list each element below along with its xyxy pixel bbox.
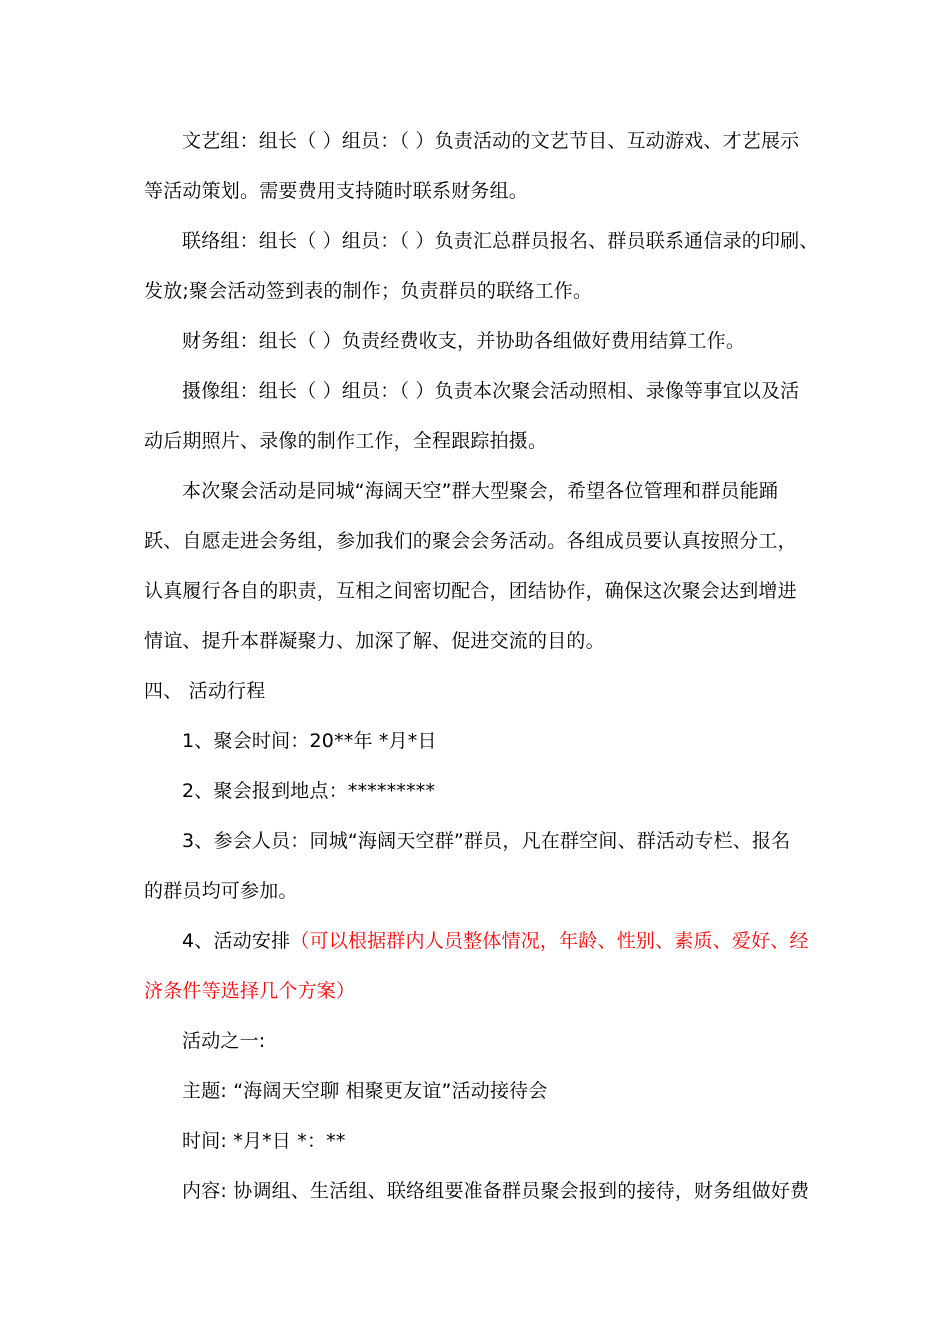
item-arrangement-note-line-2: 济条件等选择几个方案） xyxy=(144,980,356,1002)
item-arrangement-label: 4、活动安排 xyxy=(182,930,291,952)
paragraph-shexiang-line-1: 摄像组：组长（ ）组员：（ ）负责本次聚会活动照相、录像等事宜以及活 xyxy=(182,380,800,402)
paragraph-summary-line-2: 跃、自愿走进会务组，参加我们的聚会会务活动。各组成员要认真按照分工， xyxy=(144,530,797,552)
paragraph-lianluo-line-2: 发放;聚会活动签到表的制作；负责群员的联络工作。 xyxy=(144,280,593,302)
activity-one-theme: 主题: “海阔天空聊 相聚更友谊”活动接待会 xyxy=(182,1080,548,1102)
item-meeting-location: 2、聚会报到地点：********* xyxy=(182,780,436,802)
activity-one-heading: 活动之一: xyxy=(182,1030,266,1052)
activity-one-content: 内容: 协调组、生活组、联络组要准备群员聚会报到的接待，财务组做好费 xyxy=(182,1180,810,1202)
item-arrangement-line-1 xyxy=(182,929,809,953)
paragraph-shexiang-line-2: 动后期照片、录像的制作工作，全程跟踪拍摄。 xyxy=(144,430,548,452)
paragraph-summary-line-1: 本次聚会活动是同城“海阔天空”群大型聚会，希望各位管理和群员能踊 xyxy=(182,480,779,502)
item-participants-line-1: 3、参会人员：同城“海阔天空群”群员，凡在群空间、群活动专栏、报名 xyxy=(182,830,791,852)
item-arrangement-note: （可以根据群内人员整体情况，年龄、性别、素质、爱好、经 xyxy=(290,930,809,952)
paragraph-wenyi-line-1: 文艺组：组长（ ）组员：（ ）负责活动的文艺节目、互动游戏、才艺展示 xyxy=(182,130,800,152)
paragraph-caiwu-line-1: 财务组：组长（ ）负责经费收支，并协助各组做好费用结算工作。 xyxy=(182,330,746,352)
paragraph-lianluo-line-1: 联络组：组长（ ）组员：（ ）负责汇总群员报名、群员联系通信录的印刷、 xyxy=(182,230,819,252)
paragraph-summary-line-3: 认真履行各自的职责，互相之间密切配合，团结协作，确保这次聚会达到增进 xyxy=(144,580,797,602)
item-meeting-time: 1、聚会时间：20**年 *月*日 xyxy=(182,730,437,752)
item-participants-line-2: 的群员均可参加。 xyxy=(144,880,298,902)
paragraph-summary-line-4: 情谊、提升本群凝聚力、加深了解、促进交流的目的。 xyxy=(144,630,605,652)
paragraph-wenyi-line-2: 等活动策划。需要费用支持随时联系财务组。 xyxy=(144,180,529,202)
section-heading-itinerary: 四、 活动行程 xyxy=(144,680,266,702)
activity-one-time: 时间: *月*日 *：** xyxy=(182,1130,346,1152)
